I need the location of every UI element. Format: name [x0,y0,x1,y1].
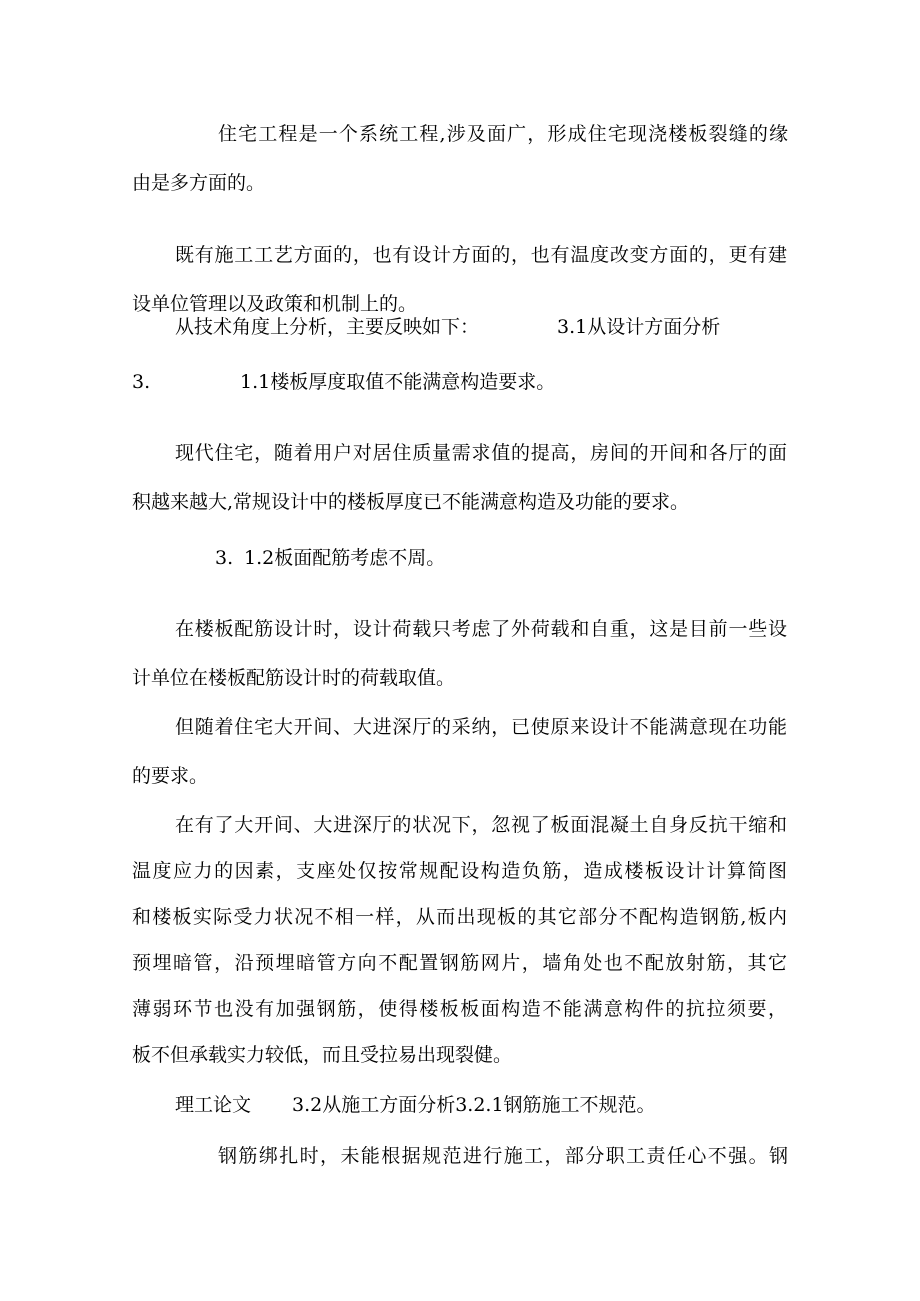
paragraph-7-line-3: 和楼板实际受力状况不相一样，从而出现板的其它部分不配构造钢筋,板内 [132,906,789,928]
paragraph-4-line-1: 现代住宅，随着用户对居住质量需求值的提高，房间的开间和各厅的面 [175,442,788,464]
heading-3-1-1-number: 3. [132,371,151,393]
paragraph-7-line-6: 板不但承载实力较低，而且受拉易出现裂健。 [132,1044,513,1066]
heading-3-1-1-text: 1.1楼板厚度取值不能满意构造要求。 [240,371,556,393]
paragraph-1-line-2: 由是多方面的。 [132,172,266,194]
paragraph-1-line-1: 住宅工程是一个系统工程,涉及面广，形成住宅现浇楼板裂缝的缘 [218,123,790,145]
section-heading-3-1: 3.1从设计方面分析 [557,316,721,338]
paragraph-7-line-2: 温度应力的因素，支座处仅按常规配设构造负筋，造成楼板设计计算简图 [132,860,789,882]
heading-3-1-2-number: 3. [215,547,234,569]
heading-3-2-prefix: 理工论文 [175,1094,252,1116]
paragraph-7-line-1: 在有了大开间、大进深厅的状况下，忽视了板面混凝土自身反抗干缩和 [175,814,788,836]
paragraph-8-line-1: 钢筋绑扎时，未能根据规范进行施工，部分职工责任心不强。钢 [218,1145,790,1167]
paragraph-6-line-1: 但随着住宅大开间、大进深厅的采纳，已使原来设计不能满意现在功能 [175,716,788,738]
heading-3-2-text: 3.2从施工方面分析3.2.1钢筋施工不规范。 [292,1094,656,1116]
paragraph-5-line-1: 在楼板配筋设计时，设计荷载只考虑了外荷载和自重，这是目前一些设 [175,618,788,640]
paragraph-3-left: 从技术角度上分析，主要反映如下： [175,316,480,338]
paragraph-2-line-2: 设单位管理以及政策和机制上的。 [132,293,418,315]
paragraph-7-line-5: 薄弱环节也没有加强钢筋，使得楼板板面构造不能满意构件的抗拉须要， [132,998,789,1020]
paragraph-6-line-2: 的要求。 [132,765,209,787]
paragraph-2-line-1: 既有施工工艺方面的，也有设计方面的，也有温度改变方面的，更有建 [175,244,788,266]
heading-3-1-2-text: 1.2板面配筋考虑不周。 [244,547,446,569]
paragraph-7-line-4: 预埋暗管，沿预埋暗管方向不配置钢筋网片，墙角处也不配放射筋，其它 [132,952,789,974]
paragraph-5-line-2: 计单位在楼板配筋设计时的荷载取值。 [132,667,456,689]
paragraph-4-line-2: 积越来越大,常规设计中的楼板厚度已不能满意构造及功能的要求。 [132,491,690,513]
